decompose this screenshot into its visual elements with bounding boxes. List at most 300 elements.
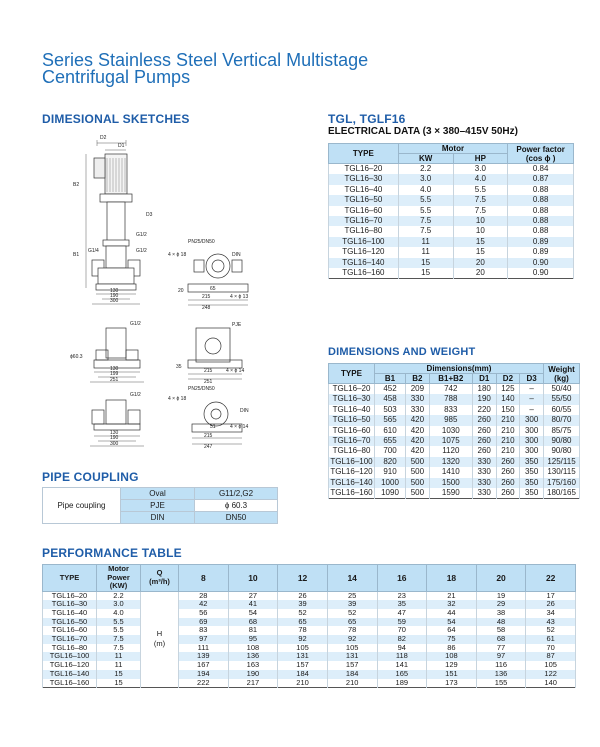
perf-type-cell: TGL16–30: [43, 600, 97, 609]
perf-head-cell: 151: [427, 670, 477, 679]
perf-head-cell: 118: [377, 652, 427, 661]
dim-cell: 910: [375, 467, 406, 477]
perf-header-q-unit: (m³/h): [149, 576, 170, 586]
dim-header-weight: [544, 364, 580, 384]
dim-header-weight-unit: (kg): [554, 373, 569, 383]
dim-row: [329, 394, 580, 404]
perf-head-cell: 19: [476, 591, 526, 600]
perf-head-cell: 136: [476, 670, 526, 679]
label-65: 65: [210, 286, 216, 292]
dim-cell: 330: [472, 478, 496, 488]
elec-cell: 0.88: [508, 216, 574, 226]
label-g12-a: G1/2: [136, 232, 147, 238]
label-190: 190: [110, 293, 119, 299]
elec-cell: 0.84: [508, 164, 574, 175]
dim-cell: 85/75: [544, 426, 580, 436]
perf-head-cell: 108: [427, 652, 477, 661]
perf-head-cell: 86: [427, 644, 477, 653]
label-g14: G1/4: [88, 248, 99, 254]
perf-head-cell: 75: [427, 635, 477, 644]
pipe-type-cell: PJE: [121, 500, 195, 512]
label-130: 130: [110, 288, 119, 294]
elec-cell: TGL16–140: [329, 258, 399, 268]
flange-sketch-din-2: [192, 402, 242, 444]
elec-cell: 0.88: [508, 206, 574, 216]
perf-header-motor-label: Motor Power: [107, 564, 130, 582]
elec-cell: 10: [453, 226, 508, 236]
perf-head-cell: 48: [476, 618, 526, 627]
elec-row: [329, 268, 574, 279]
dim-header-d1: D1: [472, 374, 496, 384]
label-215: 215: [202, 294, 211, 300]
dim-cell: 452: [375, 384, 406, 395]
perf-head-cell: 54: [228, 609, 278, 618]
dim-cell: 1075: [429, 436, 472, 446]
dim-cell: 90/80: [544, 436, 580, 446]
perf-head-cell: 136: [228, 652, 278, 661]
perf-head-cell: 184: [327, 670, 377, 679]
dim-cell: 210: [496, 436, 520, 446]
label-holes14b: 4 × ϕ 14: [230, 424, 249, 430]
elec-cell: 3.0: [398, 174, 453, 184]
elec-cell: 20: [453, 268, 508, 279]
dim-row: [329, 446, 580, 456]
perf-head-cell: 78: [327, 626, 377, 635]
perf-head-cell: 97: [179, 635, 229, 644]
elec-cell: TGL16–50: [329, 195, 399, 205]
perf-head-cell: 44: [427, 609, 477, 618]
perf-head-cell: 42: [179, 600, 229, 609]
dim-row: [329, 436, 580, 446]
dim-cell: 260: [472, 446, 496, 456]
perf-head-cell: 54: [427, 618, 477, 627]
label-130c: 130: [110, 430, 119, 436]
dim-cell: TGL16–30: [329, 394, 375, 404]
perf-head-cell: 140: [526, 679, 576, 688]
dimensional-sketches: [70, 128, 290, 468]
dim-header-d2: D2: [496, 374, 520, 384]
label-248: 248: [202, 305, 211, 311]
elec-cell: 7.5: [398, 216, 453, 226]
elec-cell: 15: [453, 237, 508, 247]
dim-cell: 190: [472, 394, 496, 404]
perf-head-cell: 27: [228, 591, 278, 600]
perf-header-q-label: Q: [156, 568, 163, 578]
elec-cell: 7.5: [453, 195, 508, 205]
pipe-type-cell: Oval: [121, 488, 195, 500]
perf-power-cell: 15: [97, 670, 141, 679]
perf-type-cell: TGL16–160: [43, 679, 97, 688]
electrical-data-table: [328, 143, 574, 279]
dim-row: [329, 478, 580, 488]
dim-cell: 330: [472, 457, 496, 467]
dim-cell: 833: [429, 405, 472, 415]
perf-head-cell: 61: [526, 635, 576, 644]
elec-header-motor: Motor: [398, 144, 507, 154]
dim-cell: TGL16–80: [329, 446, 375, 456]
dim-cell: TGL16–40: [329, 405, 375, 415]
dim-cell: 50/40: [544, 384, 580, 395]
pipe-type-cell: DIN: [121, 512, 195, 524]
label-215b: 215: [204, 368, 213, 374]
dim-row: [329, 457, 580, 467]
electrical-subheading: ELECTRICAL DATA (3 × 380–415V 50Hz): [328, 126, 518, 137]
label-holes18: 4 × ϕ 18: [168, 252, 187, 258]
dim-cell: 350: [520, 467, 544, 477]
elec-header-type: TYPE: [329, 144, 399, 164]
dim-cell: 700: [375, 446, 406, 456]
dim-header-type: TYPE: [329, 364, 375, 384]
dim-row: [329, 405, 580, 415]
dim-cell: 610: [375, 426, 406, 436]
perf-head-cell: 95: [228, 635, 278, 644]
perf-head-cell: 167: [179, 661, 229, 670]
perf-head-cell: 35: [377, 600, 427, 609]
dim-cell: 1120: [429, 446, 472, 456]
perf-head-h: H: [156, 629, 163, 639]
perf-head-cell: 105: [327, 644, 377, 653]
elec-cell: TGL16–40: [329, 185, 399, 195]
perf-head-cell: 94: [377, 644, 427, 653]
dim-cell: 1090: [375, 488, 406, 499]
perf-head-cell: 26: [526, 600, 576, 609]
dim-cell: 260: [472, 426, 496, 436]
elec-header-pf-unit: (cos ϕ ): [525, 153, 556, 163]
dim-cell: 350: [520, 457, 544, 467]
dim-cell: 209: [406, 384, 430, 395]
dim-cell: 458: [375, 394, 406, 404]
dim-cell: 742: [429, 384, 472, 395]
label-247: 247: [204, 444, 213, 450]
perf-head-cell: 39: [278, 600, 328, 609]
perf-header-motor: [97, 565, 141, 592]
perf-head-cell: 157: [278, 661, 328, 670]
dim-cell: 1590: [429, 488, 472, 499]
pipe-value-cell: ϕ 60.3: [195, 500, 278, 512]
label-D1: D1: [118, 143, 125, 149]
perf-head-cell: 77: [476, 644, 526, 653]
perf-head-cell: 34: [526, 609, 576, 618]
pipe-coupling-table: [42, 487, 278, 524]
dim-cell: 1000: [375, 478, 406, 488]
elec-cell: 7.5: [398, 226, 453, 236]
label-D2: D2: [100, 135, 107, 141]
perf-header-flow: 16: [377, 565, 427, 592]
elec-cell: TGL16–160: [329, 268, 399, 279]
perf-head-cell: 194: [179, 670, 229, 679]
elec-cell: 5.5: [453, 185, 508, 195]
perf-power-cell: 7.5: [97, 635, 141, 644]
elec-cell: 7.5: [453, 206, 508, 216]
perf-head-cell: 78: [278, 626, 328, 635]
perf-power-cell: 11: [97, 661, 141, 670]
label-holes18b: 4 × ϕ 18: [168, 396, 187, 402]
perf-head-cell: 105: [278, 644, 328, 653]
dim-row: [329, 488, 580, 499]
perf-head-cell: 210: [327, 679, 377, 688]
perf-head-cell: 39: [327, 600, 377, 609]
label-199: 199: [110, 371, 119, 377]
perf-type-cell: TGL16–100: [43, 652, 97, 661]
elec-row: [329, 185, 574, 195]
perf-header-flow: 14: [327, 565, 377, 592]
dim-cell: 330: [472, 467, 496, 477]
perf-head-cell: 139: [179, 652, 229, 661]
dim-cell: 655: [375, 436, 406, 446]
perf-head-cell: 105: [526, 661, 576, 670]
perf-head-cell: 81: [228, 626, 278, 635]
perf-head-cell: 210: [278, 679, 328, 688]
dim-cell: 60/55: [544, 405, 580, 415]
perf-head-cell: 70: [526, 644, 576, 653]
perf-head-cell: 222: [179, 679, 229, 688]
elec-cell: TGL16–30: [329, 174, 399, 184]
perf-type-cell: TGL16–40: [43, 609, 97, 618]
perf-type-cell: TGL16–80: [43, 644, 97, 653]
dim-cell: 260: [472, 436, 496, 446]
perf-head-unit: (m): [153, 639, 166, 649]
elec-row: [329, 195, 574, 205]
dim-cell: 350: [520, 478, 544, 488]
elec-cell: TGL16–80: [329, 226, 399, 236]
perf-head-cell: 141: [377, 661, 427, 670]
label-215c: 215: [204, 433, 213, 439]
perf-head-cell: 190: [228, 670, 278, 679]
perf-row: [43, 679, 576, 688]
perf-head-cell: 69: [179, 618, 229, 627]
label-holes14: 4 × ϕ 14: [226, 368, 245, 374]
elec-cell: 0.89: [508, 247, 574, 257]
perf-head-cell: 52: [327, 609, 377, 618]
label-130b: 130: [110, 366, 119, 372]
dim-cell: –: [520, 405, 544, 415]
perf-power-cell: 15: [97, 679, 141, 688]
dim-cell: 300: [520, 426, 544, 436]
dim-header-b2: B2: [406, 374, 430, 384]
elec-header-pf-label: Power factor: [516, 144, 565, 154]
perf-power-cell: 2.2: [97, 591, 141, 600]
elec-cell: 0.89: [508, 237, 574, 247]
dim-cell: 330: [406, 394, 430, 404]
dim-cell: TGL16–20: [329, 384, 375, 395]
perf-head-cell: 173: [427, 679, 477, 688]
pipe-coupling-heading: PIPE COUPLING: [42, 470, 139, 484]
perf-head-cell: 17: [526, 591, 576, 600]
label-300: 300: [110, 298, 119, 304]
perf-header-flow: 20: [476, 565, 526, 592]
dim-cell: 1410: [429, 467, 472, 477]
dim-cell: 210: [496, 426, 520, 436]
dim-cell: TGL16–160: [330, 488, 373, 498]
dim-cell: 175/160: [544, 478, 580, 488]
dim-cell: 420: [406, 426, 430, 436]
perf-head-cell: 52: [526, 626, 576, 635]
perf-header-flow: 10: [228, 565, 278, 592]
dim-cell: 210: [496, 415, 520, 425]
dim-cell: 300: [520, 446, 544, 456]
pipe-value-cell: G11/2,G2: [195, 488, 278, 500]
elec-cell: 20: [453, 258, 508, 268]
perf-type-cell: TGL16–50: [43, 618, 97, 627]
dim-row: [329, 467, 580, 477]
dim-cell: 420: [406, 436, 430, 446]
perf-header-q: [141, 565, 179, 592]
perf-head-cell: 68: [228, 618, 278, 627]
dim-header-b1: B1: [375, 374, 406, 384]
label-D3: D3: [146, 212, 153, 218]
dim-cell: TGL16–70: [329, 436, 375, 446]
perf-type-cell: TGL16–140: [43, 670, 97, 679]
elec-cell: 2.2: [398, 164, 453, 175]
perf-type-cell: TGL16–120: [43, 661, 97, 670]
perf-head-cell: 83: [179, 626, 229, 635]
perf-head-cell: 116: [476, 661, 526, 670]
perf-head-cell: 47: [377, 609, 427, 618]
dim-cell: 330: [406, 405, 430, 415]
perf-head-cell: 155: [476, 679, 526, 688]
perf-head-cell: 29: [476, 600, 526, 609]
dim-cell: 350: [520, 488, 544, 499]
elec-cell: 0.88: [508, 185, 574, 195]
perf-type-cell: TGL16–20: [43, 591, 97, 600]
elec-cell: 15: [398, 258, 453, 268]
perf-head-cell: 65: [278, 618, 328, 627]
label-B2: B2: [73, 182, 80, 188]
elec-cell: TGL16–60: [329, 206, 399, 216]
label-phi603: ϕ60.3: [70, 354, 83, 360]
dim-cell: –: [520, 394, 544, 404]
page-title: [42, 52, 368, 86]
elec-cell: 5.5: [398, 206, 453, 216]
perf-head-label: [141, 591, 179, 688]
dim-cell: 260: [472, 415, 496, 425]
perf-header-flow: 8: [179, 565, 229, 592]
label-pn25: PN25/DN50: [188, 239, 215, 245]
perf-head-cell: 68: [476, 635, 526, 644]
dim-cell: 985: [429, 415, 472, 425]
label-51: 51: [210, 424, 216, 430]
perf-head-cell: 131: [278, 652, 328, 661]
perf-head-cell: 189: [377, 679, 427, 688]
perf-header-type: TYPE: [43, 565, 97, 592]
elec-cell: 15: [398, 268, 453, 279]
pump-sketch-main: [86, 140, 140, 304]
dim-cell: 260: [496, 457, 520, 467]
dim-cell: 500: [406, 488, 430, 499]
pipe-row: [43, 488, 278, 500]
perf-head-cell: 70: [377, 626, 427, 635]
elec-header-kw: KW: [398, 154, 453, 164]
performance-heading: PERFORMANCE TABLE: [42, 546, 182, 560]
perf-power-cell: 7.5: [97, 644, 141, 653]
perf-head-cell: 38: [476, 609, 526, 618]
perf-head-cell: 26: [278, 591, 328, 600]
elec-cell: 0.87: [508, 174, 574, 184]
pipe-coupling-label: Pipe coupling: [43, 488, 121, 524]
dim-cell: 503: [375, 405, 406, 415]
elec-cell: 11: [398, 237, 453, 247]
dim-cell: 500: [406, 467, 430, 477]
elec-cell: 0.90: [508, 258, 574, 268]
perf-head-cell: 92: [327, 635, 377, 644]
dim-cell: 90/80: [544, 446, 580, 456]
label-B1: B1: [73, 252, 80, 258]
perf-type-cell: TGL16–70: [43, 635, 97, 644]
elec-cell: 4.0: [398, 185, 453, 195]
perf-head-cell: 21: [427, 591, 477, 600]
label-g12-c: G1/2: [130, 321, 141, 327]
dim-cell: TGL16–120: [330, 467, 373, 477]
dim-cell: 788: [429, 394, 472, 404]
label-g12-d: G1/2: [130, 392, 141, 398]
dim-cell: 1320: [429, 457, 472, 467]
elec-cell: TGL16–120: [329, 247, 399, 257]
perf-head-cell: 56: [179, 609, 229, 618]
perf-head-cell: 92: [278, 635, 328, 644]
perf-head-cell: 131: [327, 652, 377, 661]
dim-cell: 1030: [429, 426, 472, 436]
perf-header-motor-unit: (KW): [109, 581, 128, 590]
perf-head-cell: 111: [179, 644, 229, 653]
elec-cell: 0.88: [508, 195, 574, 205]
dim-cell: 1500: [429, 478, 472, 488]
perf-head-cell: 52: [278, 609, 328, 618]
perf-head-cell: 64: [427, 626, 477, 635]
dim-cell: 420: [406, 446, 430, 456]
perf-head-cell: 163: [228, 661, 278, 670]
label-300b: 300: [110, 441, 119, 447]
elec-cell: 0.90: [508, 268, 574, 279]
perf-power-cell: 5.5: [97, 618, 141, 627]
dim-cell: 180/165: [544, 488, 580, 499]
label-20: 20: [178, 288, 184, 294]
perf-head-cell: 58: [476, 626, 526, 635]
dimensions-weight-table: [328, 363, 580, 499]
dim-cell: 140: [496, 394, 520, 404]
dim-cell: TGL16–140: [330, 477, 373, 487]
dim-cell: TGL16–50: [329, 415, 375, 425]
perf-head-cell: 43: [526, 618, 576, 627]
perf-head-cell: 65: [327, 618, 377, 627]
dim-cell: 80/70: [544, 415, 580, 425]
dim-cell: 130/115: [544, 467, 580, 477]
pipe-value-cell: DN50: [195, 512, 278, 524]
dim-header-dims: Dimensions(mm): [375, 364, 544, 374]
dim-cell: 55/50: [544, 394, 580, 404]
dim-cell: 500: [406, 457, 430, 467]
sketches-heading: DIMESIONAL SKETCHES: [42, 112, 190, 126]
perf-head-cell: 32: [427, 600, 477, 609]
dim-cell: 330: [472, 488, 496, 499]
perf-row: [43, 644, 576, 653]
dim-cell: 210: [496, 446, 520, 456]
dim-cell: 565: [375, 415, 406, 425]
dim-cell: 500: [406, 478, 430, 488]
perf-power-cell: 3.0: [97, 600, 141, 609]
performance-table: [42, 564, 576, 688]
elec-cell: 10: [453, 216, 508, 226]
perf-head-cell: 97: [476, 652, 526, 661]
perf-head-cell: 184: [278, 670, 328, 679]
perf-head-cell: 129: [427, 661, 477, 670]
dim-cell: 125: [496, 384, 520, 395]
label-g12-b: G1/2: [136, 248, 147, 254]
label-din-2: DIN: [240, 408, 249, 414]
perf-head-cell: 165: [377, 670, 427, 679]
dimensions-heading: DIMENSIONS AND WEIGHT: [328, 346, 476, 358]
dim-cell: 260: [496, 478, 520, 488]
perf-power-cell: 4.0: [97, 609, 141, 618]
